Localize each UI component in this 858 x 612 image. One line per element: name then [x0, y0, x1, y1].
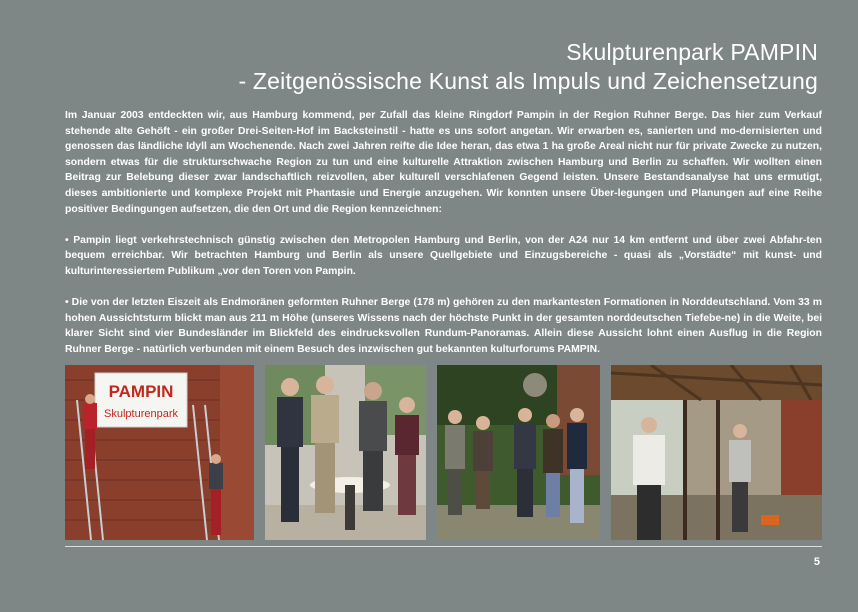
photo-construction [611, 365, 822, 540]
paragraph-location: • Pampin liegt verkehrstechnisch günstig zwischen den Metropolen Hamburg und Berlin, von der A24 nur 14 km entfernt und über zwei Abfahr-ten bequem erreichbar. Wir betrachten Hamburg und Berlin als unsere Quellgebiete und Einzugsbereiche - quasi als „Vorstädte“ mit kunst- und kulturinteressiertem Publikum „vor den Toren von Pampin. [65, 234, 822, 277]
page-title [238, 38, 818, 96]
footer-divider [65, 546, 822, 547]
title-line-1: Skulpturenpark PAMPIN [566, 39, 818, 65]
sign-text-pampin: PAMPIN [108, 382, 174, 401]
photo-group-indoor [265, 365, 426, 540]
body-text [65, 108, 822, 373]
sign-text-skulpturenpark: Skulpturenpark [104, 408, 178, 420]
photo-strip [65, 365, 822, 540]
photo-group-garden [437, 365, 600, 540]
title-line-2: - Zeitgenössische Kunst als Impuls und Zeichensetzung [238, 68, 818, 94]
paragraph-intro: Im Januar 2003 entdeckten wir, aus Hamburg kommend, per Zufall das kleine Ringdorf Pampin in der Region Ruhner Berge. Das hier zum Verkauf stehende alte Gehöft - ein großer Drei-Seiten-Hof im Backsteinstil - hatte es uns sofort angetan. Wir erwarben es, sanierten und mo-dernisierten und genossen das ländliche Idyll am Wochenende. Nach zwei Jahren reifte die Idee heran, das etwa 1 ha große Areal nicht nur für private Zwecke zu nutzen, sondern etwas für die strukturschwache Region zu tun und eine kulturelle Attraktion zwischen Hamburg und Berlin zu schaffen. Wir wollten einen Beitrag zur Belebung dieser zwar landschaftlich reizvollen, aber kulturell verschlafenen Gegend leisten. Unsere Bestandsanalyse hat uns ermutigt, dieses ambitionierte und komplexe Projekt mit Phantasie und Energie anzugehen. Wir konnten unsere Über-legungen und Planungen auf eine Reihe positiver Bedingungen aufsetzen, die den Ort und die Region kennzeichnen: [65, 110, 822, 215]
paragraph-ruhner-berge: • Die von der letzten Eiszeit als Endmoränen geformten Ruhner Berge (178 m) gehören zu den markantesten Formationen in Norddeutschland. Vom 33 m hohen Aussichtsturm blickt man aus 211 m Höhe (unseres Wissens nach der höchste Punkt in der gesamten norddeutschen Tiefebe-ne) in die Weite, bei klarer Sicht sind vier Bundesländer im Blickfeld des eindrucksvollen Rundum-Panoramas. Allein diese Aussicht lohnt einen Ausflug in die Region Ruhner Berge - natürlich verbunden mit einem Besuch des inzwischen gut bekannten kulturforums PAMPIN. [65, 297, 822, 355]
page-number: 5 [813, 556, 820, 568]
photo-sign-installation [65, 365, 254, 540]
